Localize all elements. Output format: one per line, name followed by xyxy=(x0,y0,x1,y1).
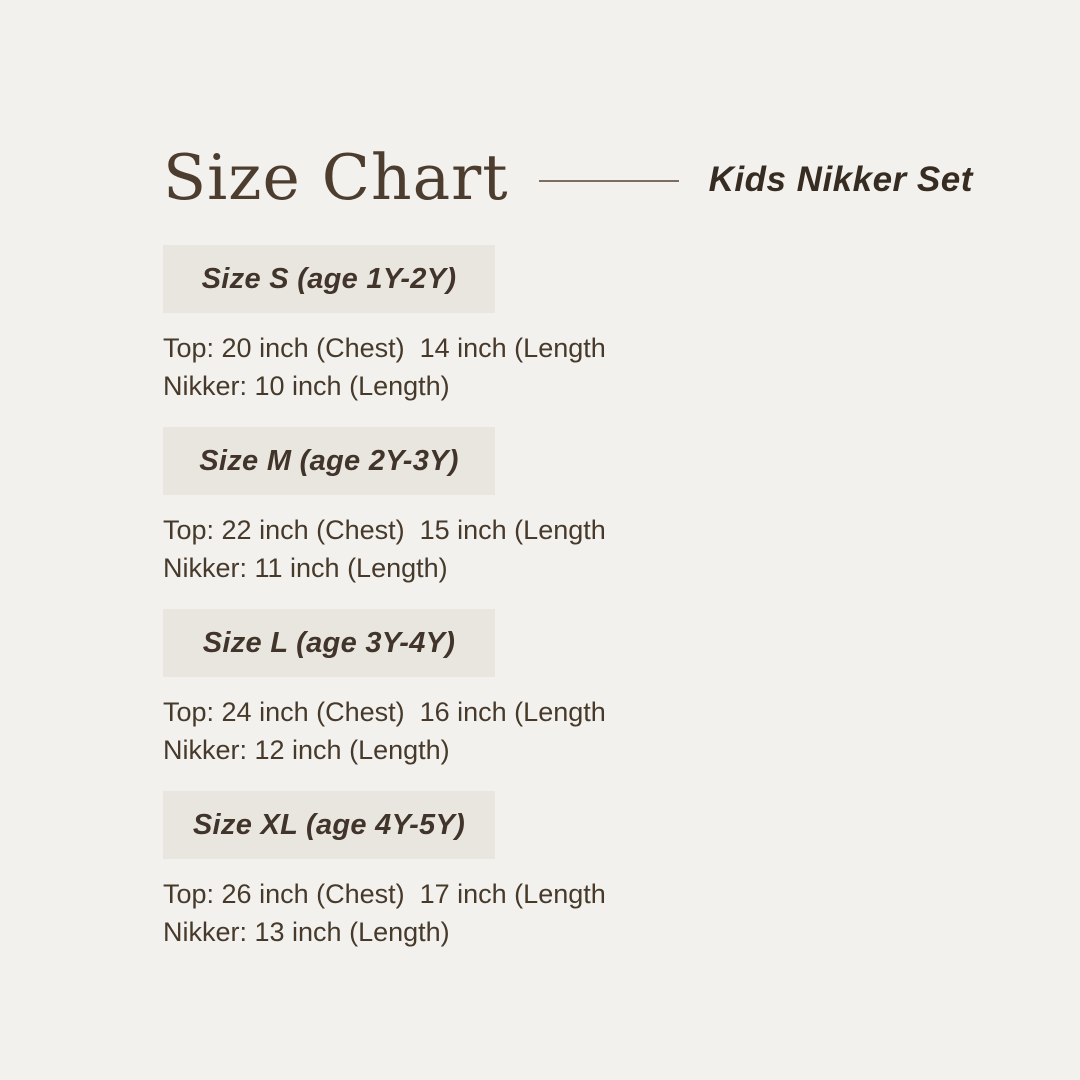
nikker-measurement: Nikker: 12 inch (Length) xyxy=(163,735,450,765)
top-measurement: Top: 22 inch (Chest) 15 inch (Length xyxy=(163,515,606,545)
size-label-box xyxy=(163,427,495,495)
size-label-box xyxy=(163,245,495,313)
size-label-box xyxy=(163,791,495,859)
top-measurement: Top: 24 inch (Chest) 16 inch (Length xyxy=(163,697,606,727)
size-label-box xyxy=(163,609,495,677)
header xyxy=(163,141,973,214)
nikker-measurement: Nikker: 10 inch (Length) xyxy=(163,371,450,401)
size-sections xyxy=(163,245,783,973)
top-measurement: Top: 26 inch (Chest) 17 inch (Length xyxy=(163,879,606,909)
nikker-measurement: Nikker: 13 inch (Length) xyxy=(163,917,450,947)
product-subtitle: Kids Nikker Set xyxy=(708,159,973,199)
top-measurement: Top: 20 inch (Chest) 14 inch (Length xyxy=(163,333,606,363)
size-label: Size M (age 2Y-3Y) xyxy=(199,444,459,477)
nikker-measurement: Nikker: 11 inch (Length) xyxy=(163,553,448,583)
page-title: Size Chart xyxy=(163,141,509,214)
size-section-l xyxy=(163,609,783,769)
size-label: Size XL (age 4Y-5Y) xyxy=(192,808,466,841)
size-section-m xyxy=(163,427,783,587)
size-section-xl xyxy=(163,791,783,951)
title-divider-line xyxy=(539,180,679,182)
size-label: Size L (age 3Y-4Y) xyxy=(202,626,456,659)
size-section-s xyxy=(163,245,783,405)
size-label: Size S (age 1Y-2Y) xyxy=(201,262,457,295)
